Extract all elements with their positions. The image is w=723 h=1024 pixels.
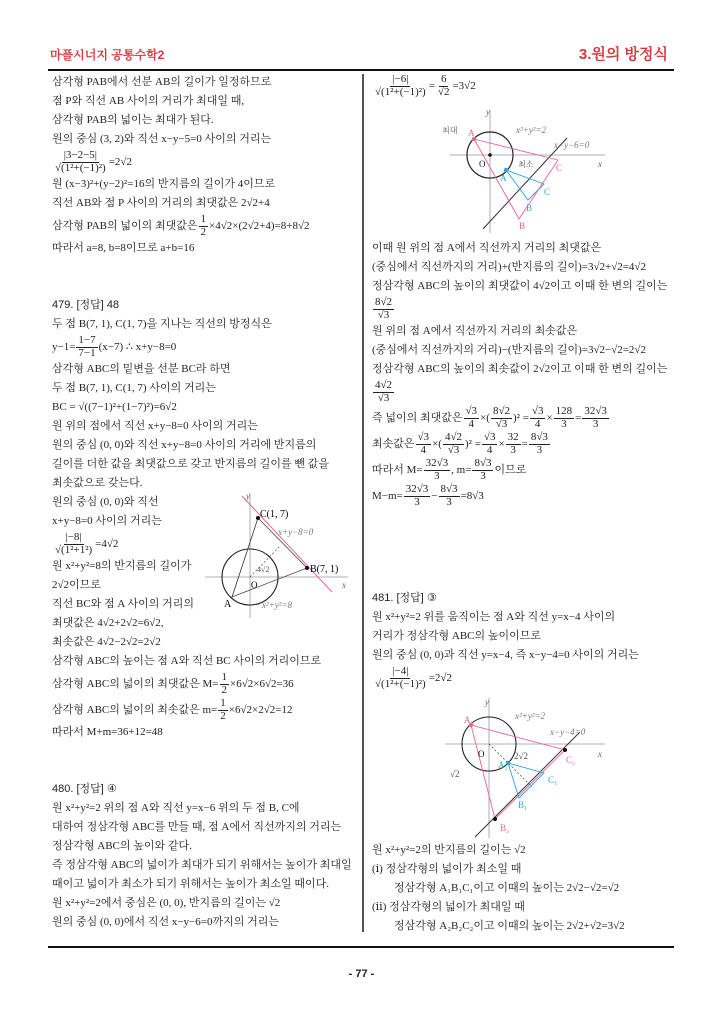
y-axis-label: y (485, 697, 489, 707)
text-line: 원의 중심 (0, 0)와 직선 (52, 496, 159, 508)
denominator: 3 (480, 469, 486, 482)
denominator: √(1²+(−1)²) (375, 85, 426, 98)
numerator: 8√2 (492, 405, 510, 417)
math-line (372, 73, 672, 99)
math-text: − (431, 489, 438, 502)
fraction (529, 432, 550, 456)
math-text: =2√2 (428, 671, 452, 684)
fraction (443, 432, 464, 456)
figure-480 (440, 105, 615, 235)
x-axis-label: x (598, 159, 602, 169)
figure-479 (200, 490, 350, 620)
distance-label: 4√2 (257, 565, 270, 574)
denominator: 2 (200, 225, 207, 238)
denominator: 3 (446, 495, 452, 508)
fraction (53, 150, 108, 174)
numerator: 8√2 (375, 296, 393, 308)
math-text: (x−7) ∴ x+y−8=0 (98, 340, 177, 353)
text-line: BC = √((7−1)²+(1−7)²)=6√2 (52, 401, 177, 413)
math-text: = (521, 437, 528, 450)
point-a2: A₂ (464, 715, 474, 725)
fraction (76, 335, 97, 359)
numerator: 8√3 (530, 431, 548, 443)
point-a1: A₁ (498, 760, 508, 770)
point-b-label: B(7, 1) (310, 564, 339, 575)
fraction (220, 672, 230, 696)
point-b-max: B (519, 221, 526, 231)
text-line: x+y−8=0 사이의 거리는 (52, 515, 162, 527)
text-line: 최댓값은 4√2+2√2=6√2, (52, 617, 164, 629)
numerator: 1 (200, 213, 207, 225)
point-c-label: C(1, 7) (260, 509, 289, 520)
text-line: 2√2이므로 (52, 579, 101, 591)
point-b2: B₂ (500, 823, 510, 833)
math-line (52, 213, 352, 239)
denominator: 3 (536, 443, 543, 456)
max-label: 최대 (442, 126, 458, 135)
text-line: 두 점 B(7, 1), C(1, 7)을 지나는 직선의 방정식은 (52, 318, 272, 330)
fraction (416, 432, 432, 456)
math-text: = (575, 411, 582, 424)
radius-label: √2 (450, 769, 460, 779)
math-line (372, 879, 672, 898)
denominator: 3 (414, 495, 420, 508)
text-line: 원 위의 점 A에서 직선까지 거리의 최솟값은 (372, 325, 578, 337)
numerator: |3−2−5| (63, 149, 97, 161)
denominator: √3 (447, 443, 460, 456)
math-line (372, 457, 672, 483)
origin-label: O (478, 749, 485, 759)
math-text: )² = (512, 411, 529, 424)
fraction (53, 532, 94, 556)
fraction (482, 432, 498, 456)
text-line: 정삼각형 ABC의 높이의 최솟값이 2√2이고 이때 한 변의 길이는 (372, 363, 668, 375)
numerator: 32√3 (425, 457, 449, 469)
point-c1: C₁ (548, 775, 558, 785)
denominator: 7−1 (78, 346, 96, 359)
text-line: 원의 중심 (0, 0)과 직선 y=x−4, 즉 x−y−4=0 사이의 거리는 (372, 649, 639, 661)
math-line (52, 334, 352, 360)
math-text: M−m= (372, 489, 403, 502)
distance-label: 2√2 (514, 751, 528, 761)
text-line: 정삼각형 ABC의 높이와 같다. (52, 840, 192, 852)
math-text: =4√2 (95, 537, 119, 550)
problem-heading: 479. [정답] 48 (52, 299, 120, 311)
fraction (373, 297, 394, 321)
denominator: 3 (561, 417, 567, 430)
denominator: 4 (534, 417, 541, 430)
numerator: |−8| (65, 531, 82, 543)
math-text: =2√2 (108, 155, 132, 168)
circle-label: x²+y²=2 (515, 711, 546, 721)
text-line: 삼각형 ABC의 밑변을 선분 BC라 하면 (52, 363, 231, 375)
math-line (372, 917, 672, 936)
math-text: 삼각형 ABC의 넓이의 최솟값은 m= (52, 703, 218, 716)
problem-heading: 480. [정답] ④ (52, 783, 117, 795)
math-line (52, 671, 352, 697)
solution-section (52, 780, 352, 932)
fraction (218, 698, 228, 722)
text-line: 최솟값은 4√2−2√2=2√2 (52, 636, 161, 648)
text-line: (ⅰ) 정삼각형의 넓이가 최소일 때 (372, 863, 522, 875)
section-gap (372, 509, 672, 589)
circle-label: x²+y²=2 (516, 125, 547, 135)
text-line: 길이를 더한 값을 최댓값으로 갖고 반지름의 길이를 뺀 값을 (52, 458, 330, 470)
fraction (373, 74, 428, 98)
numerator: √3 (417, 431, 430, 443)
math-text: ×4√2×(2√2+4)=8+8√2 (209, 219, 310, 232)
math-line (52, 149, 352, 175)
line-label: x−y−4=0 (550, 727, 586, 737)
numerator: 32√3 (584, 405, 607, 417)
denominator: √2 (437, 85, 450, 98)
line-label: x−y−6=0 (554, 140, 590, 150)
text-line: (ⅱ) 정삼각형의 넓이가 최대일 때 (372, 901, 525, 913)
section-gap (52, 742, 352, 780)
text-line: 거리가 정삼각형 ABC의 높이이므로 (372, 630, 542, 642)
text-line: 원 x²+y²=2 위의 점 A와 직선 y=x−6 위의 두 점 B, C에 (52, 802, 300, 814)
text-line: 원 x²+y²=2에서 중심은 (0, 0), 반지름의 길이는 √2 (52, 897, 281, 909)
text-line: 삼각형 ABC의 높이는 점 A와 직선 BC 사이의 거리이므로 (52, 655, 322, 667)
text-line: 원 (x−3)²+(y−2)²=16의 반지름의 길이가 4이므로 (52, 178, 276, 190)
numerator: 8√3 (474, 457, 492, 469)
min-label: 최소 (518, 160, 534, 169)
text-line: 따라서 M+m=36+12=48 (52, 726, 163, 738)
fraction (424, 458, 451, 482)
fraction (554, 406, 575, 430)
math-text: , m= (451, 463, 472, 476)
math-line (372, 405, 672, 431)
numerator: √3 (531, 405, 544, 417)
numerator: 1 (220, 697, 226, 709)
numerator: 32√3 (405, 483, 429, 495)
numerator: 1−7 (78, 334, 96, 346)
numerator: 8√3 (440, 483, 458, 495)
text-line: 따라서 a=8, b=8이므로 a+b=16 (52, 242, 195, 254)
point-c-min: C (544, 187, 551, 197)
math-text: ×6√2×2√2=12 (228, 703, 293, 716)
y-axis-label: y (246, 491, 250, 501)
fraction (582, 406, 609, 430)
math-line (372, 296, 672, 322)
text-line: 즉 정삼각형 ABC의 넓이가 최대가 되기 위해서는 높이가 최대일 (52, 859, 352, 871)
math-text: 따라서 M= (372, 463, 423, 476)
problem-heading: 481. [정답] ③ (372, 592, 437, 604)
denominator: 4 (468, 417, 475, 430)
denominator: √3 (377, 308, 390, 321)
fraction (404, 484, 431, 508)
math-line (52, 697, 352, 723)
book-title: 마플시너지 공통수학2 (50, 48, 165, 62)
line-label: x+y−8=0 (278, 527, 314, 537)
fraction (464, 406, 480, 430)
math-text: ×( (432, 437, 442, 450)
math-text: × (498, 437, 505, 450)
x-axis-label: x (342, 580, 346, 590)
denominator: 3 (592, 417, 599, 430)
point-a-min: A (500, 173, 507, 183)
text-line: 최솟값으로 갖는다. (52, 477, 143, 489)
denominator: √3 (377, 391, 390, 404)
math-text: 정삼각형 A₁B₁C₁이고 이때의 높이는 2√2−√2=√2 (394, 882, 620, 894)
fraction (373, 380, 394, 404)
math-text: )² = (464, 437, 481, 450)
denominator: √(1²+(−1)²) (375, 677, 426, 690)
text-line: 정삼각형 ABC의 높이의 최댓값이 4√2이고 이때 한 변의 길이는 (372, 280, 668, 292)
text-line: 점 P와 직선 AB 사이의 거리가 최대일 때, (52, 95, 245, 107)
y-axis-label: y (486, 107, 490, 117)
text-line: (중심에서 직선까지의 거리)−(반지름의 길이)=3√2−√2=2√2 (372, 344, 646, 356)
math-text: y−1= (52, 340, 76, 353)
numerator: √3 (465, 405, 478, 417)
text-line: 직선 BC와 점 A 사이의 거리의 (52, 598, 195, 610)
text-line: 원의 중심 (0, 0)와 직선 x+y−8=0 사이의 거리에 반지름의 (52, 439, 317, 451)
text-line: 삼각형 PAB의 넓이는 최대가 된다. (52, 114, 214, 126)
math-text: × (546, 411, 553, 424)
column-divider (362, 74, 364, 932)
numerator: 32 (507, 431, 519, 443)
text-line: 원의 중심 (3, 2)와 직선 x−y−5=0 사이의 거리는 (52, 133, 272, 145)
point-a-label: A (224, 599, 232, 610)
text-line: 직선 AB와 점 P 사이의 거리의 최댓값은 2√2+4 (52, 197, 270, 209)
fraction (506, 432, 521, 456)
chapter-title: 3.원의 방정식 (578, 46, 668, 63)
text-line: (중심에서 직선까지의 거리)+(반지름의 길이)=3√2+√2=4√2 (372, 261, 646, 273)
math-text: =3√2 (452, 79, 476, 92)
math-text: ×6√2×6√2=36 (230, 677, 294, 690)
numerator: 128 (555, 405, 573, 417)
denominator: √3 (495, 417, 508, 430)
text-line: 원의 중심 (0, 0)에서 직선 x−y−6=0까지의 거리는 (52, 916, 279, 928)
numerator: 1 (221, 671, 227, 683)
math-text: 즉 넓이의 최댓값은 (372, 411, 463, 424)
math-text: 이므로 (494, 463, 527, 476)
math-text: = (428, 79, 435, 92)
denominator: 4 (420, 443, 427, 456)
origin-label: O (251, 580, 258, 590)
point-a-max: A (468, 128, 475, 138)
numerator: √3 (483, 431, 496, 443)
point-b1: B₁ (518, 800, 528, 810)
circle-label: x²+y²=8 (262, 600, 293, 610)
footer-rule (48, 946, 674, 948)
denominator: 3 (510, 443, 516, 456)
math-line (372, 665, 672, 691)
x-axis-label: x (598, 749, 602, 759)
math-text: 최솟값은 (372, 437, 415, 450)
math-text: =8√3 (460, 489, 484, 502)
point-c-max: C (556, 163, 563, 173)
text-line: 이때 원 위의 점 A에서 직선까지 거리의 최댓값은 (372, 242, 602, 254)
denominator: 3 (434, 469, 440, 482)
numerator: 4√2 (375, 379, 393, 391)
point-b-min: B (526, 203, 533, 213)
page-number: - 77 - (348, 968, 375, 980)
denominator: 2 (221, 683, 227, 696)
denominator: √(1²+(−1)²) (55, 161, 106, 174)
text-line: 원 x²+y²=2 위를 움직이는 점 A와 직선 y=x−4 사이의 (372, 611, 616, 623)
math-line (372, 379, 672, 405)
fraction (373, 666, 428, 690)
text-line: 두 점 B(7, 1), C(1, 7) 사이의 거리는 (52, 382, 216, 394)
header-rule (48, 69, 674, 71)
math-line (372, 431, 672, 457)
origin-label: O (479, 159, 486, 169)
denominator: 4 (486, 443, 493, 456)
math-text: 정삼각형 A₂B₂C₂이고 이때의 높이는 2√2+√2=3√2 (394, 920, 625, 932)
numerator: 4√2 (444, 431, 462, 443)
math-text: 삼각형 ABC의 넓이의 최댓값은 M= (52, 677, 219, 690)
numerator: |−6| (392, 73, 409, 85)
fraction (472, 458, 493, 482)
text-line: 원 x²+y²=2의 반지름의 길이는 √2 (372, 844, 526, 856)
math-text: ×( (480, 411, 490, 424)
text-line: 삼각형 PAB에서 선분 AB의 길이가 일정하므로 (52, 76, 272, 88)
fraction (491, 406, 512, 430)
fraction (199, 214, 209, 238)
fraction (439, 484, 460, 508)
solution-section (52, 73, 352, 258)
point-c2: C₂ (566, 755, 576, 765)
text-line: 원 x²+y²=8의 반지름의 길이가 (52, 560, 192, 572)
math-line (372, 483, 672, 509)
math-text: 삼각형 PAB의 넓이의 최댓값은 (52, 219, 198, 232)
numerator: 6 (440, 73, 447, 85)
fraction (530, 406, 546, 430)
text-line: 때이고 넓이가 최소가 되기 위해서는 높이가 최소일 때이다. (52, 878, 330, 890)
denominator: √(1²+1²) (55, 543, 93, 556)
text-line: 대하여 정삼각형 ABC를 만들 때, 점 A에서 직선까지의 거리는 (52, 821, 342, 833)
numerator: |−4| (392, 665, 409, 677)
text-line: 원 위의 점에서 직선 x+y−8=0 사이의 거리는 (52, 420, 258, 432)
figure-481 (440, 695, 615, 840)
section-gap (52, 258, 352, 296)
fraction (436, 74, 452, 98)
denominator: 2 (220, 709, 226, 722)
